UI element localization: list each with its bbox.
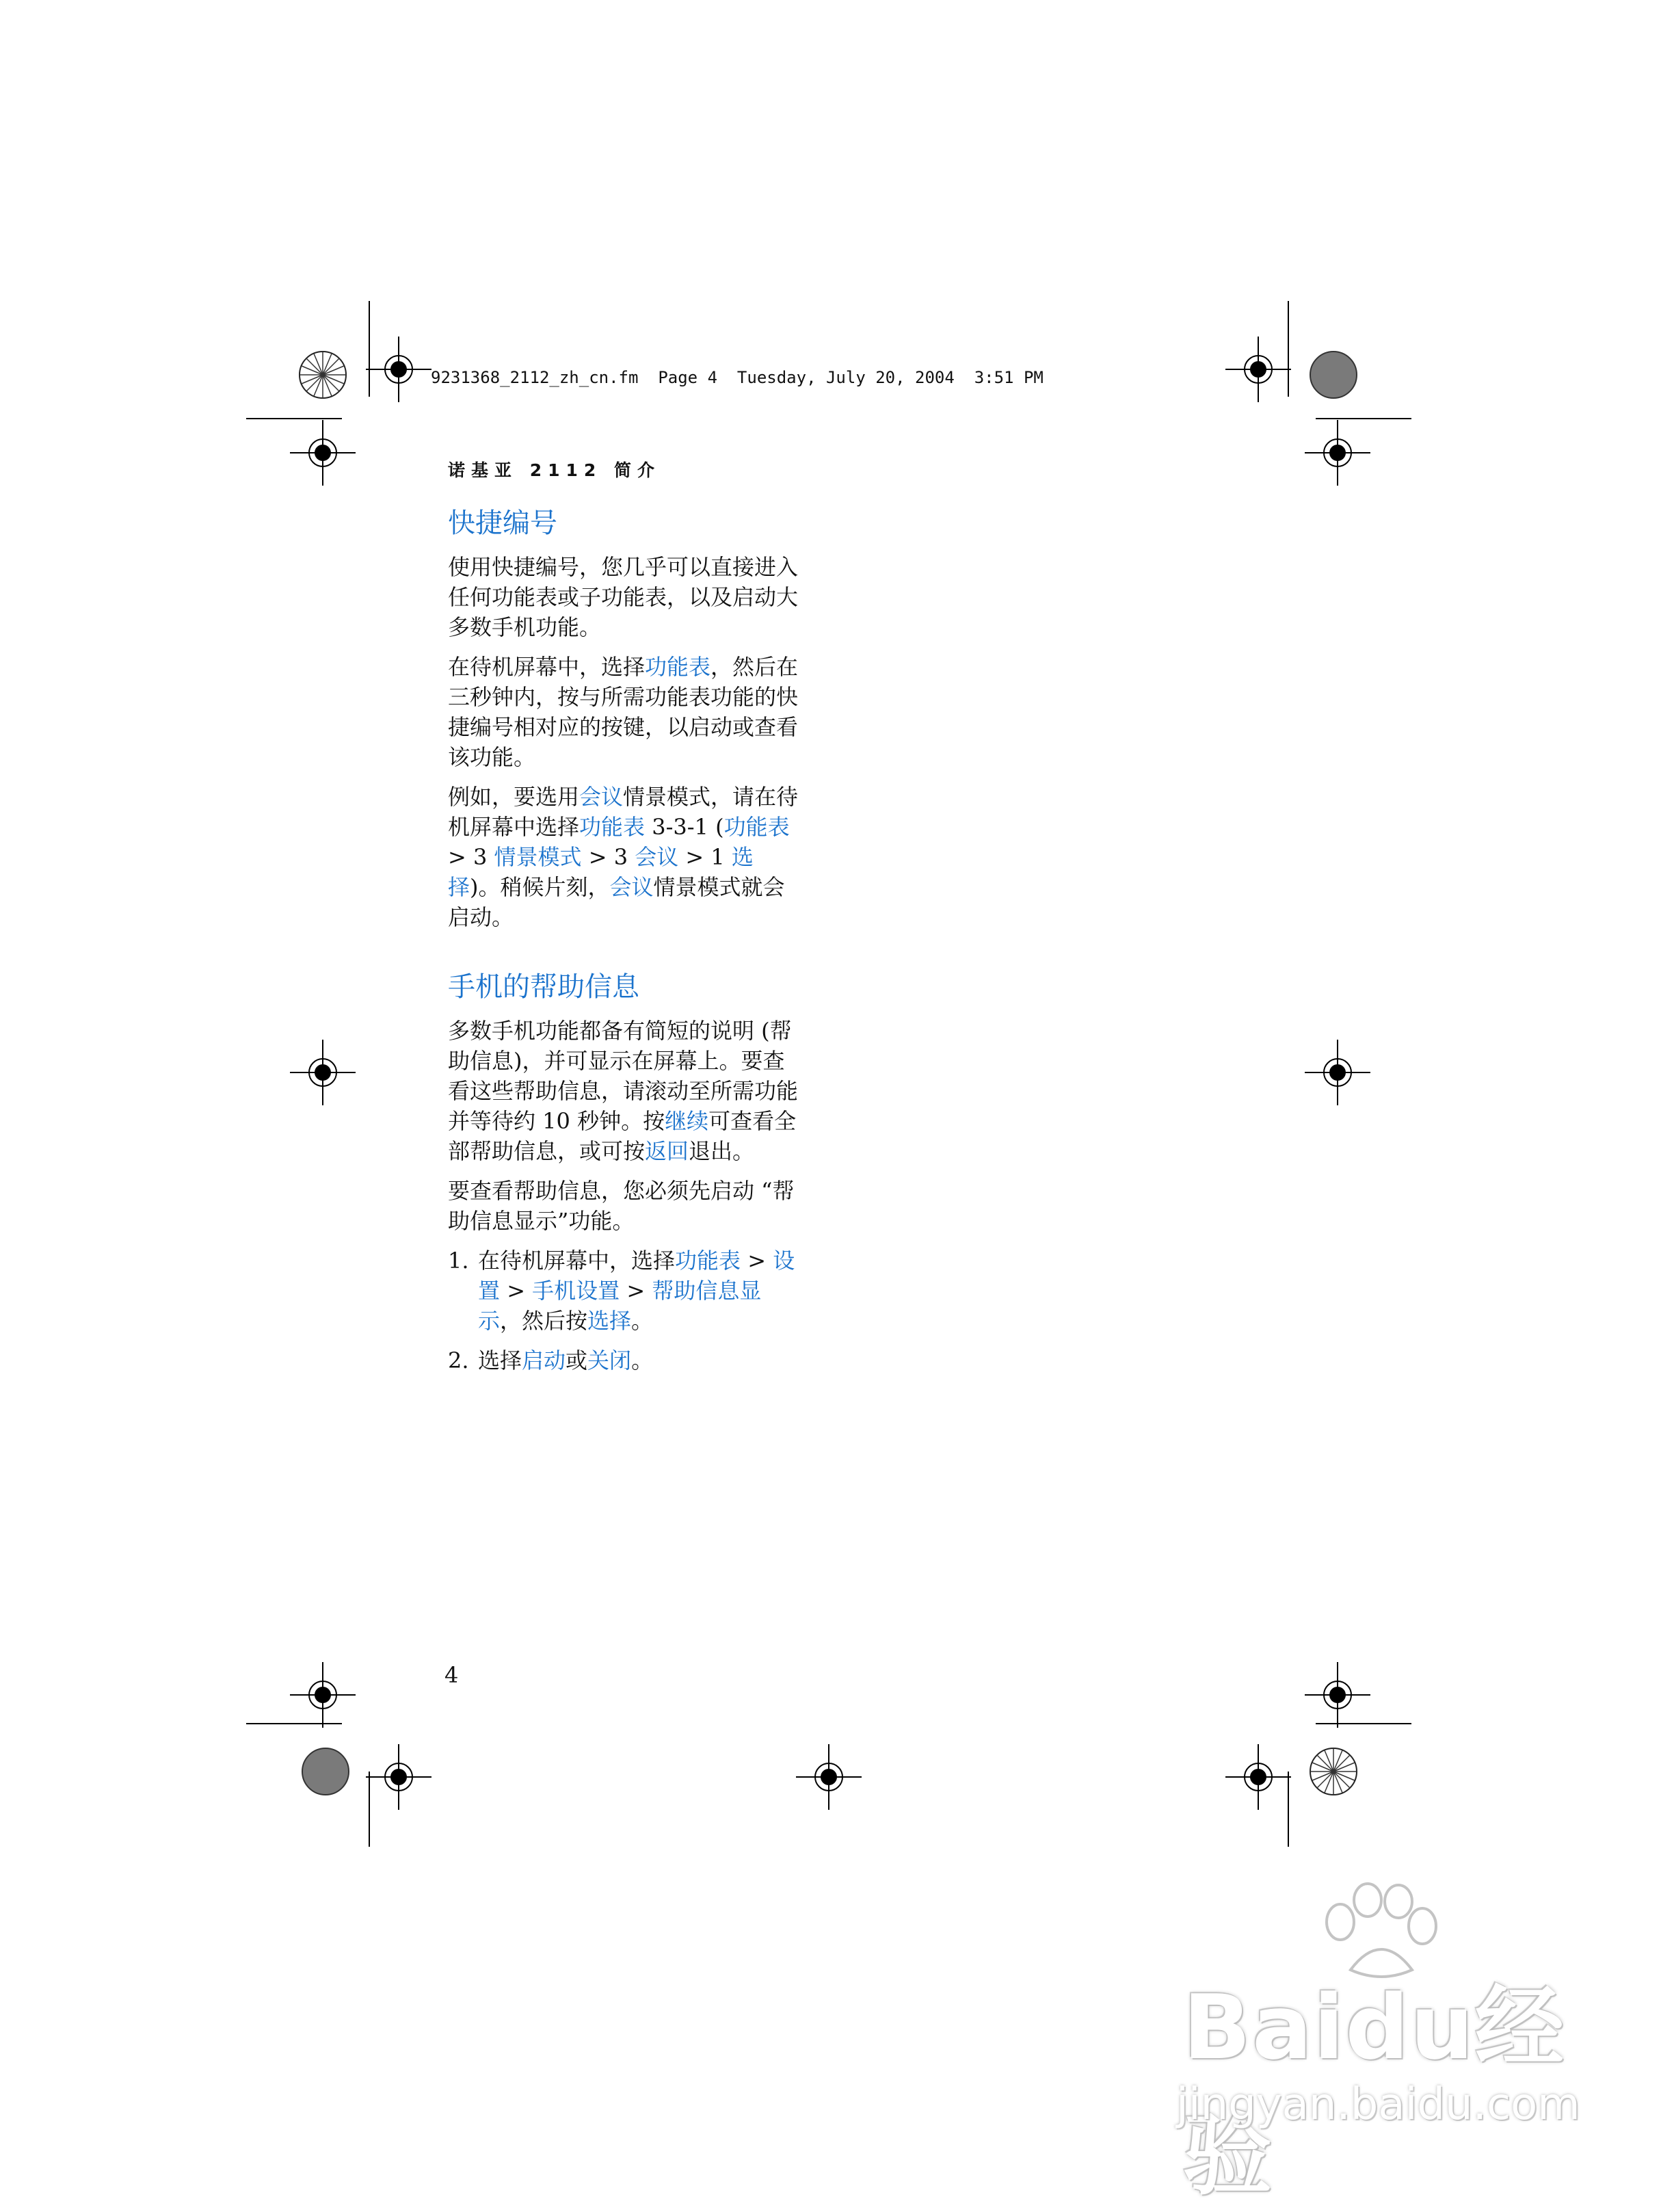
text-run: 情景模式，请在待机屏幕中选择 (448, 784, 799, 840)
paragraph: 使用快捷编号，您几乎可以直接进入任何功能表或子功能表，以及启动大多数手机功能。 (448, 554, 799, 640)
menu-link: 手机设置 (532, 1278, 620, 1304)
menu-link: 帮助信息显示 (478, 1278, 762, 1334)
menu-link: 功能表 (579, 814, 646, 840)
text-run: > 3 (448, 844, 494, 870)
section-title: 快捷编号 (448, 508, 557, 539)
text-run: 在待机屏幕中，选择 (478, 1248, 676, 1274)
menu-link: 会议 (579, 784, 624, 810)
text-run: > 3 (581, 844, 635, 870)
text-run: > 1 (678, 844, 732, 870)
section-speed-dial (448, 503, 803, 932)
section-help-text (448, 966, 803, 1375)
text-run: 。 (631, 1308, 654, 1334)
text-run: 在待机屏幕中，选择 (448, 654, 646, 680)
paragraph (448, 652, 803, 772)
menu-link: 功能表 (675, 1248, 741, 1274)
text-run: 可查看全部帮助信息，或可按 (448, 1108, 797, 1164)
text-run: > (500, 1278, 533, 1304)
menu-link: 会议 (609, 874, 654, 900)
text-run: 例如，要选用 (448, 784, 580, 810)
list-item (448, 1246, 803, 1336)
paragraph (448, 1016, 803, 1166)
page-content (448, 503, 803, 1385)
step-number: 1. (448, 1248, 469, 1274)
section-title: 手机的帮助信息 (448, 971, 639, 1003)
menu-link: 关闭 (587, 1347, 632, 1373)
menu-link: 启动 (522, 1347, 566, 1373)
text-run: 情景模式就会启动。 (448, 874, 785, 930)
text-run: ，然后在三秒钟内，按与所需功能表功能的快捷编号相对应的按键，以启动或查看该功能。 (448, 654, 799, 770)
menu-link: 返回 (645, 1138, 689, 1164)
page-number: 4 (444, 1662, 459, 1688)
text-run: ，然后按 (500, 1308, 588, 1334)
text-run: 3-3-1 ( (645, 814, 724, 840)
step-number: 2. (448, 1347, 469, 1373)
paragraph: 要查看帮助信息，您必须先启动 “帮助信息显示”功能。 (448, 1178, 795, 1234)
steps-list (448, 1246, 803, 1375)
file-info-line: 9231368_2112_zh_cn.fm Page 4 Tuesday, July 20, 2004 3:51 PM (431, 368, 1044, 387)
running-head: 诺基亚 2112 简介 (448, 460, 661, 480)
watermark-logo-text: Baidu经验 (1183, 1975, 1565, 2207)
watermark-url: jingyan.baidu.com (1176, 2079, 1580, 2130)
menu-link: 会议 (635, 844, 679, 870)
text-run: 。 (631, 1347, 654, 1373)
text-run: 多数手机功能都备有简短的说明 (帮助信息)，并可显示在屏幕上。要查看这些帮助信息，请滚动至所需功能并等待约 10 秒钟。按 (448, 1018, 799, 1134)
text-run: )。稍候片刻， (470, 874, 610, 900)
baidu-watermark (1162, 1874, 1580, 2207)
menu-link: 选择 (587, 1308, 632, 1334)
text-run: 退出。 (689, 1138, 755, 1164)
text-run: 选择 (478, 1347, 522, 1373)
paragraph (448, 782, 803, 932)
text-run: 或 (566, 1347, 588, 1373)
menu-link: 情景模式 (494, 844, 582, 870)
list-item (448, 1345, 803, 1375)
menu-link: 功能表 (645, 654, 711, 680)
menu-link: 继续 (665, 1108, 709, 1134)
menu-link: 设置 (478, 1248, 795, 1304)
menu-link: 选择 (448, 844, 754, 900)
menu-link: 功能表 (723, 814, 790, 840)
text-run: > (620, 1278, 652, 1304)
text-run: > (741, 1248, 773, 1274)
